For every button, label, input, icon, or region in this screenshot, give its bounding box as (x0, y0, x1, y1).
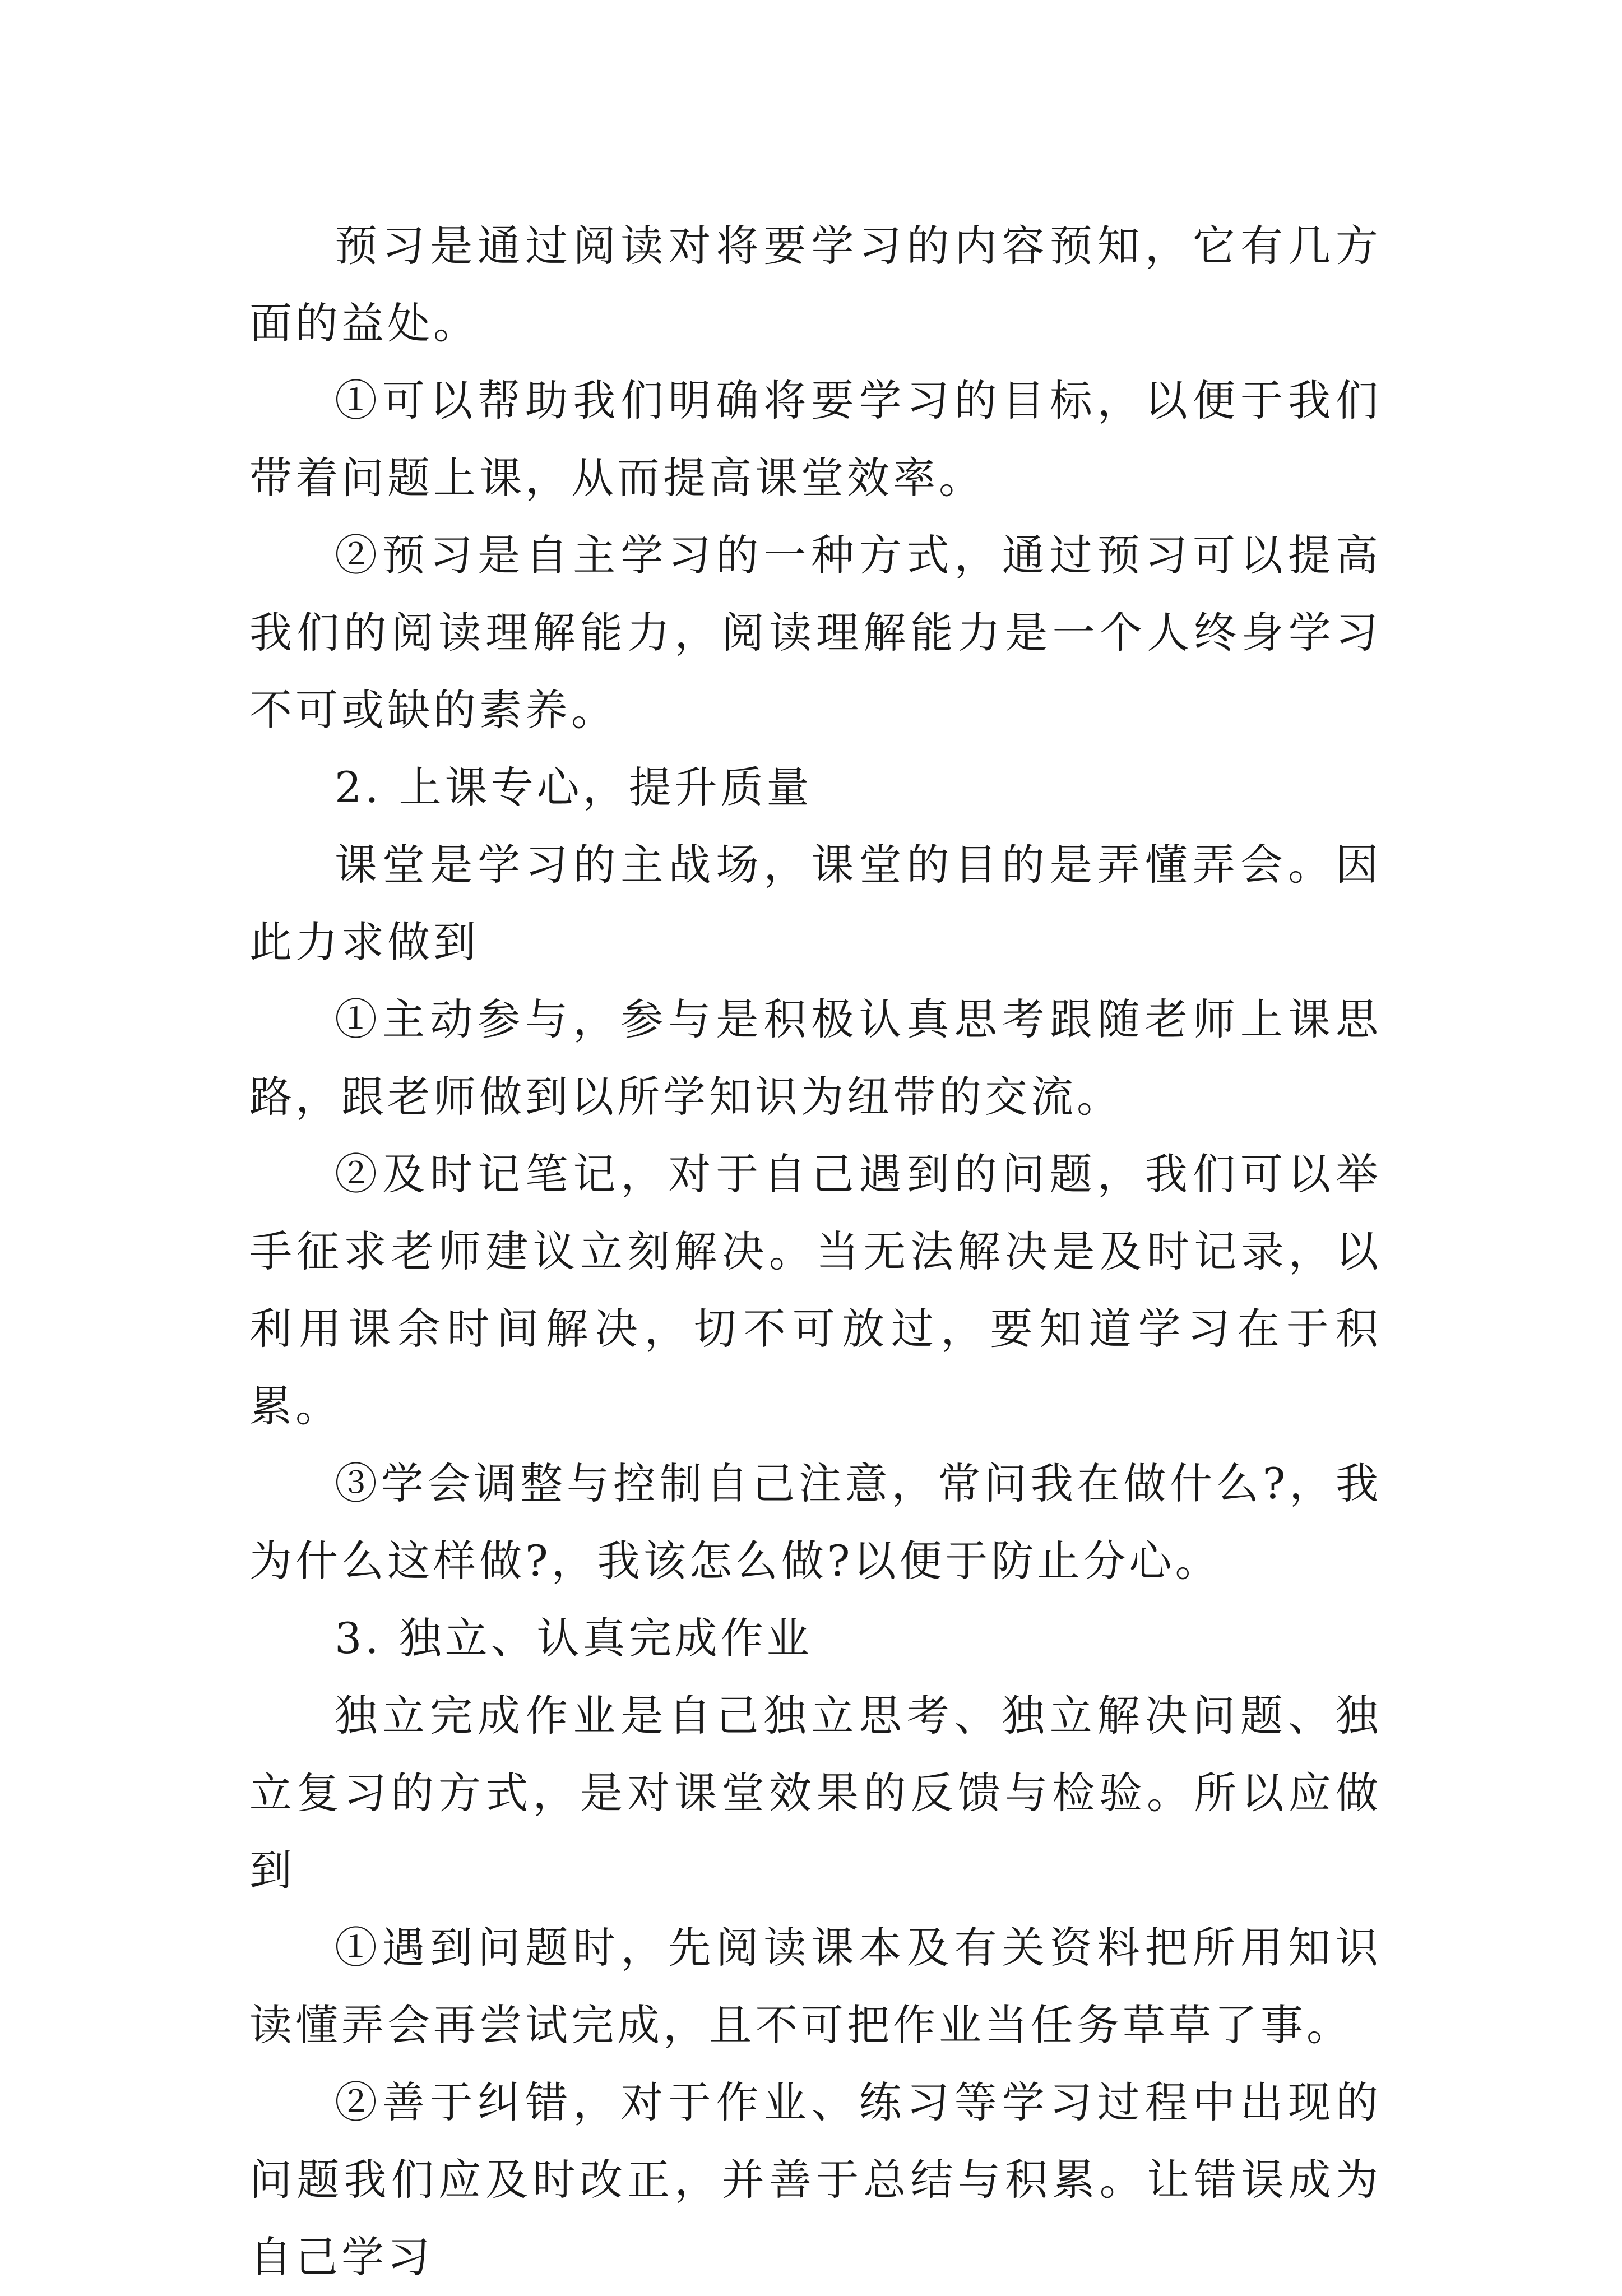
paragraph-classroom-point-3: ③学会调整与控制自己注意，常问我在做什么?，我为什么这样做?，我该怎么做?以便于防止分心。 (249, 1459, 1382, 1586)
paragraph-homework-point-1: ①遇到问题时，先阅读课本及有关资料把所用知识读懂弄会再尝试完成，且不可把作业当任务草草了事。 (249, 1923, 1382, 2050)
paragraph-classroom-point-2: ②及时记笔记，对于自己遇到的问题，我们可以举手征求老师建议立刻解决。当无法解决是及时记录，以利用课余时间解决，切不可放过，要知道学习在于积累。 (249, 1149, 1382, 1431)
paragraph-homework: 独立完成作业是自己独立思考、独立解决问题、独立复习的方式，是对课堂效果的反馈与检验。所以应做到 (249, 1691, 1382, 1895)
paragraph-point-2: ②预习是自主学习的一种方式，通过预习可以提高我们的阅读理解能力，阅读理解能力是一个人终身学习不可或缺的素养。 (249, 530, 1382, 735)
paragraph-preview-benefits: 预习是通过阅读对将要学习的内容预知，它有几方面的益处。 (249, 221, 1382, 348)
section-heading-3: 3. 独立、认真完成作业 (335, 1613, 813, 1663)
paragraph-classroom-point-1: ①主动参与，参与是积极认真思考跟随老师上课思路，跟老师做到以所学知识为纽带的交流。 (249, 994, 1382, 1122)
paragraph-classroom: 课堂是学习的主战场，课堂的目的是弄懂弄会。因此力求做到 (249, 840, 1382, 967)
section-heading-2: 2. 上课专心，提升质量 (335, 762, 813, 812)
paragraph-point-1: ①可以帮助我们明确将要学习的目标，以便于我们带着问题上课，从而提高课堂效率。 (249, 376, 1382, 503)
document-body (249, 207, 1382, 2296)
paragraph-homework-point-2: ②善于纠错，对于作业、练习等学习过程中出现的问题我们应及时改正，并善于总结与积累。让错误成为自己学习 (249, 2077, 1382, 2282)
